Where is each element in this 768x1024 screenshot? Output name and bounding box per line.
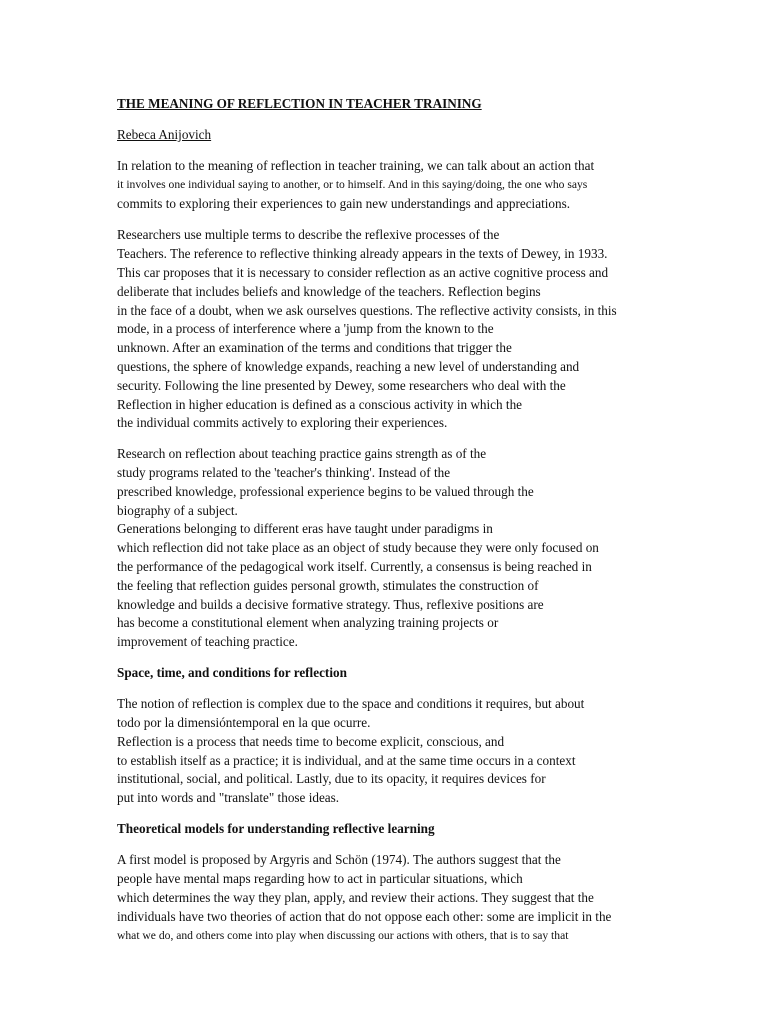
paragraph-line: institutional, social, and political. Lastly, due to its opacity, it requires devices for <box>117 771 546 786</box>
paragraph-line: has become a constitutional element when analyzing training projects or <box>117 615 499 630</box>
paragraph-line: it involves one individual saying to another, or to himself. And in this saying/doing, the one who says <box>117 178 588 191</box>
paragraph-line: deliberate that includes beliefs and knowledge of the teachers. Reflection begins <box>117 284 541 299</box>
paragraph-line: security. Following the line presented by Dewey, some researchers who deal with the <box>117 378 566 393</box>
paragraph-line: unknown. After an examination of the terms and conditions that trigger the <box>117 340 512 355</box>
paragraph-line: individuals have two theories of action that do not oppose each other: some are implicit in the <box>117 909 612 924</box>
paragraph-line: the performance of the pedagogical work itself. Currently, a consensus is being reached in <box>117 559 592 574</box>
paragraph-line: what we do, and others come into play when discussing our actions with others, that is to say that <box>117 929 569 942</box>
paragraph-line: which determines the way they plan, apply, and review their actions. They suggest that the <box>117 890 594 905</box>
paragraph-line: Reflection in higher education is defined as a conscious activity in which the <box>117 397 523 412</box>
paragraph-line: people have mental maps regarding how to act in particular situations, which <box>117 871 523 886</box>
section-heading: Space, time, and conditions for reflection <box>117 665 347 680</box>
paragraph-line: study programs related to the 'teacher's thinking'. Instead of the <box>117 465 451 480</box>
paragraph-line: Reflection is a process that needs time to become explicit, conscious, and <box>117 734 505 749</box>
section-heading: Theoretical models for understanding reflective learning <box>117 821 435 836</box>
paragraph-line: questions, the sphere of knowledge expands, reaching a new level of understanding and <box>117 359 580 374</box>
paragraph-line: commits to exploring their experiences to gain new understandings and appreciations. <box>117 196 571 211</box>
paragraph-line: knowledge and builds a decisive formative strategy. Thus, reflexive positions are <box>117 597 544 612</box>
paragraph-line: Research on reflection about teaching practice gains strength as of the <box>117 446 487 461</box>
paragraph-line: biography of a subject. <box>117 503 238 518</box>
paragraph-line: prescribed knowledge, professional experience begins to be valued through the <box>117 484 534 499</box>
paragraph-line: to establish itself as a practice; it is individual, and at the same time occurs in a context <box>117 753 576 768</box>
paragraph-line: improvement of teaching practice. <box>117 634 298 649</box>
paragraph-line: Generations belonging to different eras have taught under paradigms in <box>117 521 493 536</box>
paragraph-line: Teachers. The reference to reflective thinking already appears in the texts of Dewey, in 1933. <box>117 246 608 261</box>
paragraph-line: the feeling that reflection guides personal growth, stimulates the construction of <box>117 578 539 593</box>
paragraph-line: put into words and "translate" those ideas. <box>117 790 340 805</box>
paragraph-line: the individual commits actively to exploring their experiences. <box>117 415 448 430</box>
paragraph-line: A first model is proposed by Argyris and Schön (1974). The authors suggest that the <box>117 852 561 867</box>
paragraph-line: in the face of a doubt, when we ask ourselves questions. The reflective activity consists, in this <box>117 303 617 318</box>
paragraph-line: The notion of reflection is complex due to the space and conditions it requires, but about <box>117 696 585 711</box>
document-title: THE MEANING OF REFLECTION IN TEACHER TRAINING <box>117 96 482 111</box>
paragraph-line: todo por la dimensióntemporal en la que ocurre. <box>117 715 371 730</box>
paragraph-line: In relation to the meaning of reflection in teacher training, we can talk about an action that <box>117 158 595 173</box>
paragraph-line: which reflection did not take place as an object of study because they were only focused on <box>117 540 599 555</box>
paragraph-line: mode, in a process of interference where a 'jump from the known to the <box>117 321 494 336</box>
author-name: Rebeca Anijovich <box>117 127 212 142</box>
paragraph-line: This car proposes that it is necessary to consider reflection as an active cognitive process and <box>117 265 609 280</box>
paragraph-line: Researchers use multiple terms to describe the reflexive processes of the <box>117 227 500 242</box>
